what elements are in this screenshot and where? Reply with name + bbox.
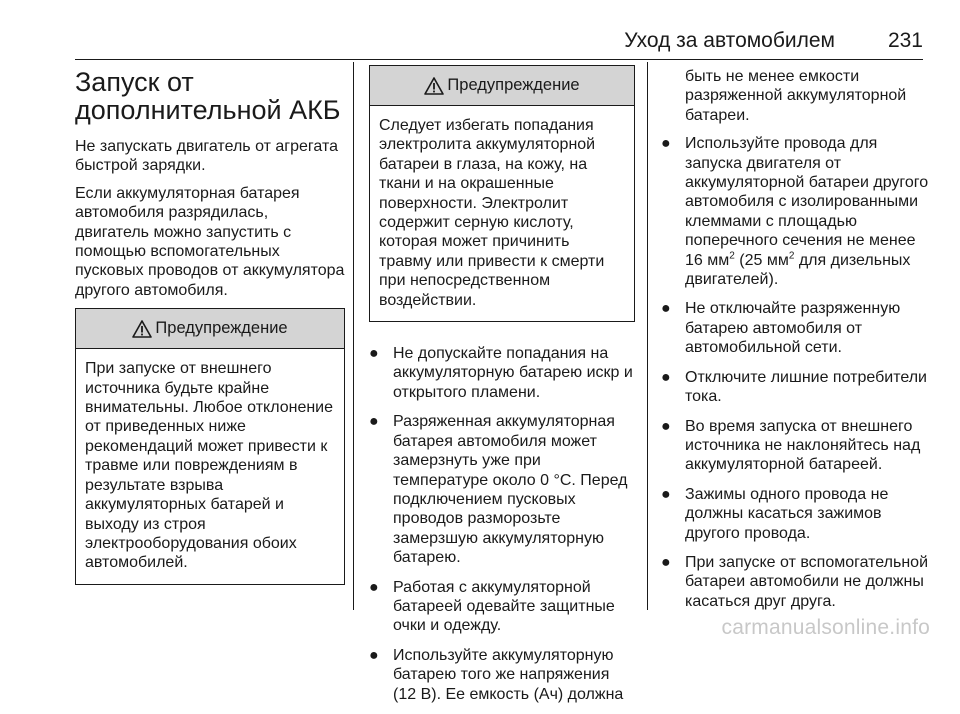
list-item	[661, 299, 931, 357]
list-item	[661, 485, 931, 543]
section-title	[75, 68, 345, 124]
bullet-icon: ●	[661, 485, 671, 503]
bullet-icon: ●	[661, 300, 671, 318]
list-item-text: Используйте аккумуляторную батарею того же напряжения (12 В). Ее емкость (Ач) должна	[393, 646, 624, 703]
column-divider-2	[647, 62, 648, 610]
bullet-continuation: быть не менее емкости разряженной аккумуляторной батареи.	[685, 68, 907, 124]
bullet-icon: ●	[369, 345, 379, 363]
page-header	[75, 24, 923, 60]
section-title-line2: дополнительной АКБ	[75, 95, 341, 125]
warning-triangle-icon	[424, 77, 444, 95]
warning-box-1-text: При запуске от внешнего источника будьте крайне внимательны. Любое отклонение от приведенных ниже рекомендаций может привести к травме или повреждениям в результате взрыва аккумуляторных батарей и выходу из строя электрооборудования обоих автомобилей.	[85, 360, 334, 572]
list-item-text: Разряженная аккумуляторная батарея автомобиля может замерзнуть уже при температуре около 0 °C. Перед подключением пусковых проводов разморозьте замерзшую аккумуляторную батарею.	[393, 413, 628, 567]
bullet-icon: ●	[369, 578, 379, 596]
warning-box-1-label: Предупреждение	[155, 319, 288, 338]
list-item	[661, 553, 931, 611]
list-item	[661, 368, 931, 407]
wire-text-before: Используйте провода для запуска двигателя от аккумуляторной батареи другого автомобиля с изолированными клеммами с площадью поперечного сечения не менее 16 мм	[685, 135, 929, 269]
column-divider-1	[353, 62, 354, 610]
bullet-icon: ●	[369, 413, 379, 431]
list-item-text: При запуске от вспомогательной батареи автомобили не должны касаться друг друга.	[685, 553, 929, 610]
list-item-text: Зажимы одного провода не должны касаться зажимов другого провода.	[685, 485, 889, 542]
superscript-2: 2	[729, 250, 735, 262]
list-item	[369, 412, 635, 567]
intro-paragraph-2: Если аккумуляторная батарея автомобиля разрядилась, двигатель можно запустить с помощью вспомогательных пусковых проводов от аккумулятора другого автомобиля.	[75, 184, 345, 299]
column-3	[661, 64, 931, 621]
bullet-list-col3	[661, 134, 931, 611]
bullet-list-col2	[369, 344, 635, 704]
intro-paragraph-1: Не запускать двигатель от агрегата быстрой зарядки.	[75, 138, 338, 175]
list-item-text: Отключите лишние потребители тока.	[685, 368, 927, 406]
warning-triangle-icon	[132, 320, 152, 338]
wire-text-after: для дизельных двигателей).	[685, 251, 911, 289]
list-item	[369, 646, 635, 704]
wire-text-middle: (25 мм	[734, 251, 789, 269]
column-1	[75, 64, 345, 585]
page-number: 231	[887, 29, 923, 52]
list-item	[369, 578, 635, 636]
bullet-icon: ●	[661, 553, 671, 571]
warning-box-2	[369, 65, 635, 322]
warning-box-1-header	[76, 309, 344, 349]
warning-box-1	[75, 308, 345, 584]
section-title-line1: Запуск от	[75, 67, 194, 97]
bullet-icon: ●	[661, 417, 671, 435]
bullet-icon: ●	[661, 368, 671, 386]
bullet-icon: ●	[369, 646, 379, 664]
list-item-text: Во время запуска от внешнего источника не наклоняйтесь над аккумуляторной батареей.	[685, 417, 921, 474]
warning-box-2-header	[370, 66, 634, 106]
bullet-icon: ●	[661, 135, 671, 153]
list-item	[369, 344, 635, 402]
header-title: Уход за автомобилем	[624, 29, 835, 52]
watermark: carmanualsonline.info	[721, 616, 930, 639]
header-rule	[75, 59, 923, 61]
warning-box-2-label: Предупреждение	[447, 75, 580, 94]
superscript-2: 2	[788, 250, 795, 262]
list-item-wire-section	[661, 134, 931, 289]
column-2	[369, 64, 635, 714]
warning-box-2-text: Следует избегать попадания электролита аккумуляторной батареи в глаза, на кожу, на ткани и на окрашенные поверхности. Электролит содержит серную кислоту, которая может причинить травму или привести к смерти при непосредственном воздействии.	[379, 117, 605, 309]
list-item-text: Не отключайте разряженную батарею автомобиля от автомобильной сети.	[685, 300, 901, 357]
list-item-text: Не допускайте попадания на аккумуляторную батарею искр и открытого пламени.	[393, 345, 633, 401]
list-item-text: Работая с аккумуляторной батареей одевайте защитные очки и одежду.	[393, 578, 615, 635]
list-item	[661, 417, 931, 475]
